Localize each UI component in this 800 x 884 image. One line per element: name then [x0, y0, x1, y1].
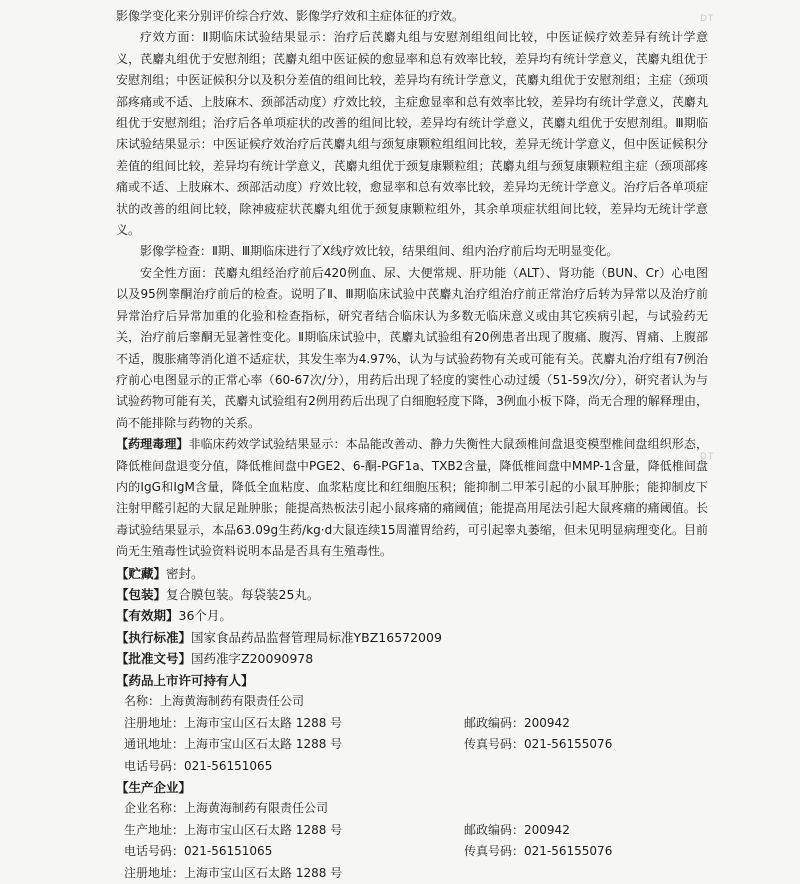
holder-reg-row — [116, 713, 708, 735]
holder-phone: 021-56151065 — [184, 758, 273, 773]
manufacturer-phone: 021-56151065 — [184, 844, 273, 859]
approval-label: 【批准文号】 — [116, 651, 192, 667]
pharmacology-text: 非临床药效学试验结果显示：本品能改善动、静力失衡性大鼠颈椎间盘退变模型椎间盘组织形态，降低椎间盘退变分值，降低椎间盘中PGE2、6-酮-PGF1a、TXB2含量，降低椎间盘中MMP-1含量，降低椎间盘内的IgG和IgM含量，降低全血粘度、血浆粘度比和红细胞压积；能抑制二甲苯引起的小鼠耳肿胀；能抑制皮下注射甲醛引起的大鼠足趾肿胀；能提高热板法引起小鼠疼痛的痛阈值；能提高用尾法引起大鼠疼痛的痛阈值。长毒试验结果显示，本品63.09g生药/kg·d大鼠连续15周灌胃给药，可引起睾丸萎缩，但未见明显病理变化。目前尚无生殖毒性试验资料说明本品是否具有生殖毒性。 — [116, 437, 708, 559]
holder-mail-address: 上海市宝山区石太路 1288 号 — [184, 737, 343, 751]
manufacturer-phone-label: 电话号码： — [124, 844, 185, 859]
holder-name: 上海黄海制药有限责任公司 — [160, 694, 305, 708]
holder-postcode: 200942 — [524, 715, 570, 730]
manufacturer-prod-row — [116, 820, 708, 842]
pharmacology-section — [116, 434, 708, 562]
manufacturer-prod-label: 生产地址： — [124, 822, 185, 837]
manufacturer-prod-address: 上海市宝山区石太路 1288 号 — [184, 822, 343, 837]
approval-section — [116, 648, 708, 669]
holder-postcode-label: 邮政编码： — [464, 715, 525, 730]
manufacturer-postcode: 200942 — [524, 822, 570, 837]
manufacturer-heading — [116, 777, 708, 798]
holder-reg-address: 上海市宝山区石太路 1288 号 — [184, 715, 343, 730]
manufacturer-label: 【生产企业】 — [116, 780, 192, 795]
standard-section — [116, 627, 708, 648]
holder-label: 【药品上市许可持有人】 — [116, 672, 254, 688]
storage-value: 密封。 — [166, 565, 204, 581]
manufacturer-name: 上海黄海制药有限责任公司 — [184, 801, 329, 816]
package-section — [116, 584, 708, 605]
manufacturer-phone-row — [116, 841, 708, 863]
standard-label: 【执行标准】 — [116, 629, 192, 645]
manufacturer-fax-label: 传真号码： — [464, 844, 525, 859]
storage-label: 【贮藏】 — [116, 565, 167, 581]
holder-name-row — [116, 691, 708, 713]
holder-fax: 021-56155076 — [524, 737, 613, 751]
package-value: 复合膜包装。每袋装25丸。 — [166, 586, 320, 602]
validity-label: 【有效期】 — [116, 608, 179, 624]
holder-phone-label: 电话号码： — [124, 758, 185, 773]
watermark-dt-top: DT — [700, 14, 715, 24]
storage-section — [116, 563, 708, 584]
manufacturer-reg-row — [116, 863, 708, 884]
insert-text-column — [116, 6, 708, 884]
pharmacology-label: 【药理毒理】 — [116, 437, 189, 452]
package-label: 【包装】 — [116, 586, 167, 602]
holder-mail-row — [116, 734, 708, 756]
holder-heading — [116, 670, 708, 691]
holder-name-label: 名称： — [124, 694, 161, 708]
validity-value: 36个月。 — [178, 608, 232, 624]
watermark-dt-mid: DT — [700, 452, 715, 462]
holder-fax-label: 传真号码： — [464, 737, 525, 751]
efficacy-intro: 影像学变化来分别评价综合疗效、影像学疗效和主症体征的疗效。 — [116, 9, 465, 23]
efficacy-paragraph: 疗效方面：Ⅱ期临床试验结果显示：治疗后芪麝丸组与安慰剂组组间比较，中医证候疗效差异有统计学意义，芪麝丸组优于安慰剂组；芪麝丸组中医证候的愈显率和总有效率比较，差异均有统计学意义，芪麝丸组优于安慰剂组；中医证候积分以及积分差值的组间比较，差异均有统计学意义，芪麝丸组优于安慰剂组；主症（颈项部疼痛或不适、上肢麻木、颈部活动度）疗效比较，主症愈显率和总有效率比较，差异均有统计学意义，芪麝丸组优于安慰剂组；治疗后各单项症状的改善的组间比较，差异均有统计学意义，芪麝丸组优于安慰剂组。Ⅲ期临床试验结果显示：中医证候疗效治疗后芪麝丸组与颈复康颗粒组组间比较，差异无统计学意义，但中医证候积分差值的组间比较，差异均有统计学意义，芪麝丸组优于颈复康颗粒组；芪麝丸组与颈复康颗粒组主症（颈项部疼痛或不适、上肢麻木、颈部活动度）疗效比较，愈显率和总有效率比较，差异均无统计学意义。治疗后各单项症状的改善的组间比较，除神疲症状芪麝丸组优于颈复康颗粒组外，其余单项症状组间比较，差异均无统计学意义。 — [116, 30, 708, 238]
holder-phone-row — [116, 756, 708, 778]
manufacturer-name-label: 企业名称： — [124, 801, 185, 816]
approval-value: 国药准字Z20090978 — [191, 651, 314, 667]
manufacturer-postcode-label: 邮政编码： — [464, 822, 525, 837]
manufacturer-name-row — [116, 798, 708, 820]
validity-section — [116, 605, 708, 626]
manufacturer-reg-label: 注册地址： — [124, 865, 185, 880]
safety-paragraph: 安全性方面：芪麝丸组经治疗前后420例血、尿、大便常规、肝功能（ALT）、肾功能（BUN、Cr）心电图以及95例睾酮治疗前后的检查。说明了Ⅱ、Ⅲ期临床试验中芪麝丸治疗组治疗前正常治疗后转为异常以及治疗前异常治疗后异常加重的化验和检查指标，研究者结合临床认为多数无临床意义或由其它疾病引起，与试验药无关，治疗前后睾酮无显著性变化。Ⅱ期临床试验中，芪麝丸试验组有20例患者出现了腹痛、腹泻、胃痛、上腹部不适，腹胀痛等消化道不适症状，其发生率为4.97%，认为与试验药物有关或可能有关。芪麝丸治疗组有7例治疗前心电图显示的正常心率（60-67次/分），用药后出现了轻度的窦性心动过缓（51-59次/分），研究者认为与试验药物可能有关，芪麝丸试验组有2例用药后出现了白细胞轻度下降，3例血小板下降，尚无合理的解释理由，尚不能排除与药物的关系。 — [116, 265, 709, 430]
holder-mail-label: 通讯地址： — [124, 737, 185, 751]
holder-reg-label: 注册地址： — [124, 715, 185, 730]
imaging-paragraph: 影像学检查：Ⅱ期、Ⅲ期临床进行了X线疗效比较，结果组间、组内治疗前后均无明显变化。 — [140, 244, 619, 259]
manufacturer-reg-address: 上海市宝山区石太路 1288 号 — [184, 865, 343, 880]
standard-value: 国家食品药品监督管理局标准YBZ16572009 — [191, 629, 442, 645]
manufacturer-fax: 021-56155076 — [524, 844, 613, 859]
